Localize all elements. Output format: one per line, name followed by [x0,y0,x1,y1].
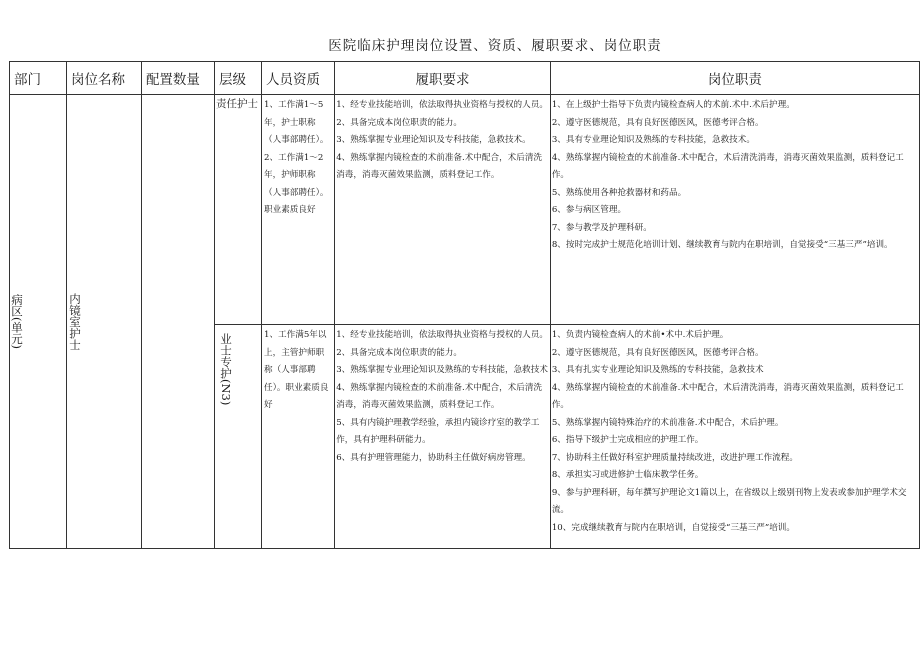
duty-item: 8、按时完成护士规范化培训计划、继续教育与院内在职培训，自觉接受“三基三严”培训。 [551,240,893,250]
duty-item: 4、熟练掌握内镜检查的术前准备.术中配合，术后清洗消毒，消毒灭菌效果监测，质料登记工作。 [551,382,904,410]
qualification-text: 1、工作满5年以上，主管护师职称（人事部聘任）。职业素质良好 [264,330,329,410]
requirement-item: 3、熟练掌握专业理论知识及专科技能，急救技术。 [336,135,531,145]
positions-table [9,61,920,549]
duty-item: 7、参与教学及护理科研。 [551,222,652,233]
level-cell [215,325,262,549]
duty-item: 2、遵守医德规范，具有良好医德医风，医德考评合格。 [551,117,764,128]
duty-item: 6、指导下级护士完成相应的护理工作。 [551,435,704,445]
duty-item: 3、具有专业理论知识及熟练的专科技能，急救技术。 [551,135,755,145]
requirement-item: 3、熟练掌握专业理论知识及熟练的专科技能，急救技术 [336,365,548,375]
table-row [10,95,920,325]
requirement-item: 5、具有内镜护理教学经验，承担内镜诊疗室的教学工作，具有护理科研能力。 [336,417,540,445]
requirements-cell [335,95,551,325]
requirement-item: 4、熟练掌握内镜检查的术前准备.术中配合，术后清洗消毒，消毒灭菌效果监测，质料登记工作。 [336,382,543,410]
duty-item: 5、熟练使用各种抢救器材和药品。 [551,187,687,198]
requirement-item: 1、经专业技能培训，依法取得执业资格与授权的人员。 [336,330,548,340]
duty-item: 8、承担实习或进修护士临床教学任务。 [551,470,704,480]
requirement-item: 4、熟练掌握内镜检查的术前准备.术中配合，术后清洗消毒，消毒灭菌效果监测，质料登记工作。 [336,152,543,180]
position-cell [67,95,142,549]
duty-item: 9、参与护理科研，每年撰写护理论文1篇以上，在省级以上级别刊物上发表或参加护理学术交流。 [551,487,907,515]
requirements-text [335,325,550,467]
header-dept: 部门 [10,62,67,95]
duty-item: 4、熟练掌握内镜检查的术前准备.术中配合，术后清洗消毒，消毒灭菌效果监测，质料登记工作。 [551,152,904,180]
requirements-text [335,95,550,185]
duties-text [551,95,919,255]
position-label: 内镜室护士 [68,292,82,351]
level-label: 责任护士 [216,98,258,110]
dept-cell [10,95,67,549]
dept-label: 病区(单元) [10,294,24,349]
duty-item: 2、遵守医德规范，具有良好医德医风，医德考评合格。 [551,347,764,358]
document-title: 医院临床护理岗位设置、资质、履职要求、岗位职责 [328,38,662,54]
requirement-item: 6、具有护理管理能力，协助科主任做好病房管理。 [336,452,531,463]
qualification-text: 1、工作满1～5年，护士职称（人事部聘任）。2、工作满1～2年，护师职称（人事部聘任）。职业素质良好 [264,100,329,215]
requirement-item: 2、具备完成本岗位职责的能力。 [336,117,462,128]
qualification-cell [262,325,335,549]
duties-text [551,325,919,537]
header-position: 岗位名称 [67,62,142,95]
duty-item: 6、参与病区管理。 [551,205,627,215]
duty-item: 10、完成继续教育与院内在职培训，自觉接受“三基三严”培训。 [551,522,795,533]
duty-item: 7、协助科主任做好科室护理质量持续改进，改进护理工作流程。 [551,452,798,463]
header-count: 配置数量 [141,62,214,95]
duties-cell [550,95,919,325]
duty-item: 1、负责内镜检查病人的术前•术中.术后护理。 [551,330,729,340]
header-qualification: 人员资质 [262,62,335,95]
requirement-item: 2、具备完成本岗位职责的能力。 [336,347,462,358]
qualification-cell [262,95,335,325]
duties-cell [550,325,919,549]
header-level: 层级 [215,62,262,95]
duty-item: 3、具有扎实专业理论知识及熟练的专科技能，急救技术 [551,365,764,375]
requirement-item: 1、经专业技能培训，依法取得执业资格与授权的人员。 [336,100,548,110]
duty-item: 1、在上级护士指导下负责内镜检查病人的术前.术中.术后护理。 [551,100,795,110]
level-cell [215,95,262,325]
level-label: 业士专护(N3) [219,333,233,406]
header-duties: 岗位职责 [550,62,919,95]
count-cell [141,95,214,549]
requirements-cell [335,325,551,549]
header-requirements: 履职要求 [335,62,551,95]
header-row [10,62,920,95]
duty-item: 5、熟练掌握内镜特殊治疗的术前准备.术中配合，术后护理。 [551,417,784,428]
